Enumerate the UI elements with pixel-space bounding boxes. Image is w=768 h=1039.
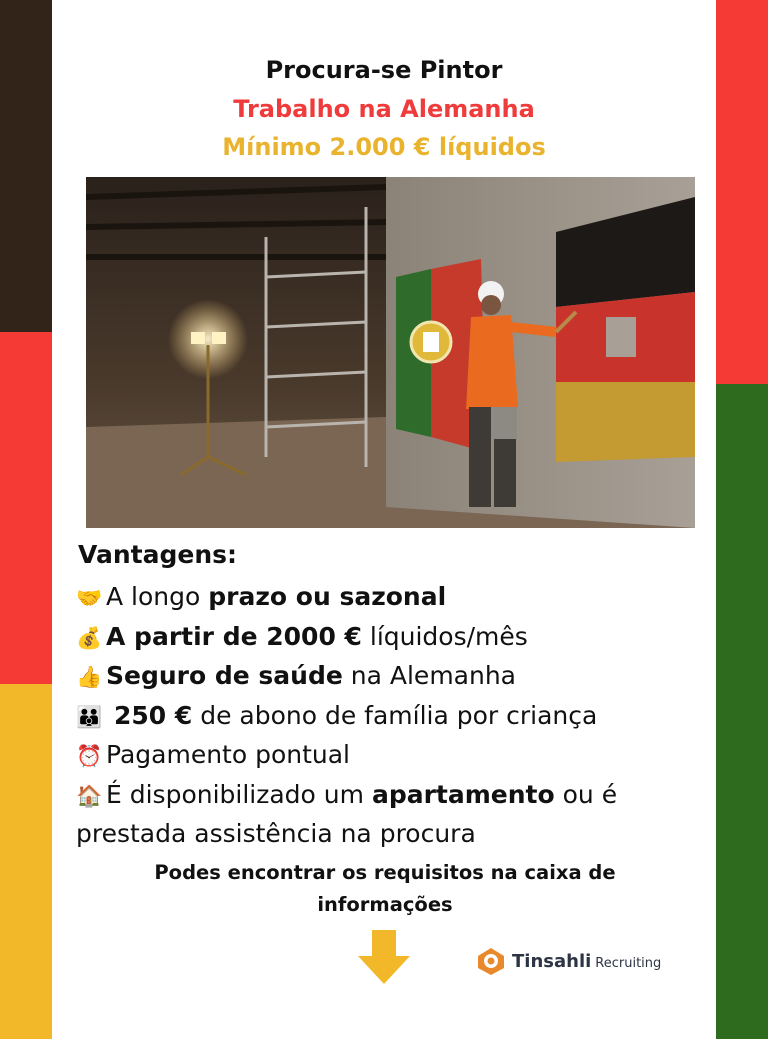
company-logo <box>476 946 661 976</box>
logo-subtitle: Recruiting <box>595 955 662 971</box>
handshake-icon: 🤝 <box>76 586 103 610</box>
benefits-heading: Vantagens: <box>78 540 237 569</box>
painter-photo <box>86 177 695 528</box>
alarm-clock-icon: ⏰ <box>76 744 103 768</box>
benefit-housing: 🏠 É disponibilizado um apartamento ou é prestada assistência na procura <box>76 776 696 854</box>
money-bag-icon: 💰 <box>76 625 103 650</box>
germany-flag-painting <box>556 197 695 462</box>
benefit-family-allowance: 👪 250 € de abono de família por criança <box>76 697 696 737</box>
flag-stripe-red <box>0 332 52 684</box>
arrow-down-icon <box>356 930 412 990</box>
benefits-list <box>76 578 696 854</box>
flag-stripe-gold <box>0 684 52 1039</box>
flag-stripe-red-right <box>716 0 768 384</box>
job-title: Procura-se Pintor <box>265 56 503 84</box>
family-icon: 👪 <box>76 704 103 729</box>
benefit-salary: 💰 A partir de 2000 € líquidos/mês <box>76 618 696 658</box>
benefit-insurance: 👍 Seguro de saúde na Alemanha <box>76 657 696 697</box>
flag-stripe-black <box>0 0 52 332</box>
logo-mark-icon <box>476 946 506 976</box>
minimum-salary: Mínimo 2.000 € líquidos <box>222 133 546 161</box>
benefit-duration: 🤝 A longo prazo ou sazonal <box>76 578 696 618</box>
thumbs-up-icon: 👍 <box>76 665 103 689</box>
logo-name: Tinsahli <box>512 950 592 972</box>
benefit-payment: ⏰ Pagamento pontual <box>76 736 696 776</box>
requirements-note: Podes encontrar os requisitos na caixa de informações <box>154 861 616 916</box>
job-location: Trabalho na Alemanha <box>233 95 535 123</box>
house-icon: 🏠 <box>76 783 103 808</box>
flag-stripe-green <box>716 384 768 1039</box>
